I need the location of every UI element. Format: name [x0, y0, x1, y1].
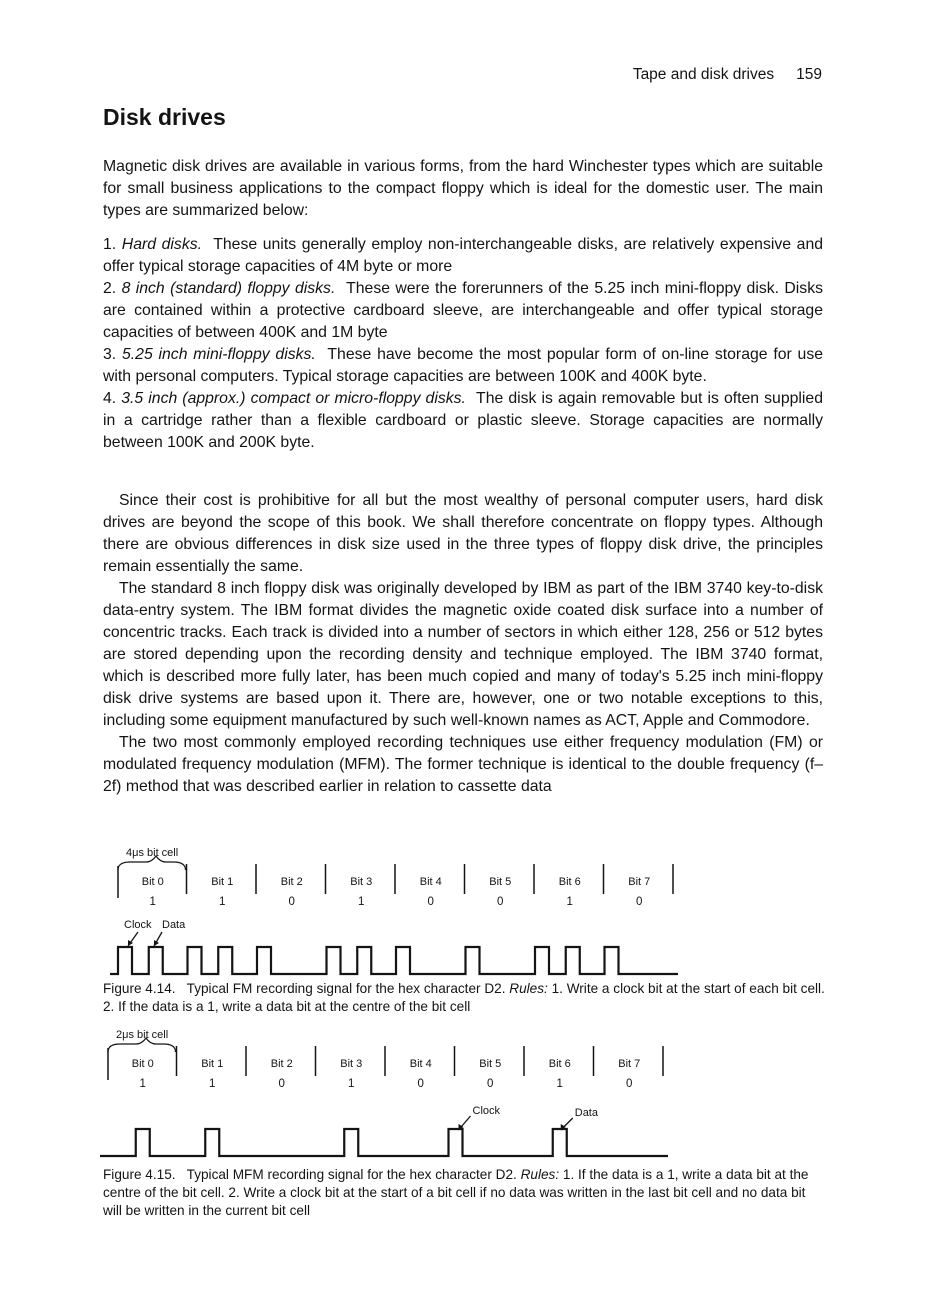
- bit-label: Bit 3: [340, 1058, 363, 1070]
- section-title: Disk drives: [103, 104, 226, 130]
- list-item: [103, 388, 823, 454]
- clock-pulse: [327, 947, 341, 974]
- list-item-number: 4.: [103, 390, 117, 407]
- bit-label: Bit 5: [489, 876, 512, 888]
- caption-rules: 1. If the data is a 1, write a data bit at the centre of the bit cell. 2. Write a clock bit at the start of a bit cell if no data was written in the last bit cell and no data bit will be written in the current bit cell: [103, 1167, 809, 1218]
- figure-4-14-caption: [103, 980, 828, 1016]
- data-pulse: [566, 947, 580, 974]
- bit-value: 1: [209, 1078, 216, 1090]
- running-head: [633, 66, 822, 84]
- bit-value: 0: [288, 896, 295, 908]
- bit-value: 1: [149, 896, 156, 908]
- list-item-text: These have become the most popular form of on-line storage for use with personal computers. Typical storage capacities are between 100K and 400K byte.: [103, 346, 824, 385]
- caption-rules-label: Rules:: [520, 1167, 560, 1182]
- clock-pulse: [118, 947, 132, 974]
- list-item: [103, 278, 823, 344]
- fm-signal-diagram: [100, 842, 840, 977]
- list-item-term: 8 inch (standard) floppy disks.: [121, 280, 336, 297]
- caption-text: Typical FM recording signal for the hex character D2.: [186, 981, 506, 996]
- running-title: Tape and disk drives: [632, 66, 775, 83]
- bit-value: 0: [417, 1078, 424, 1090]
- clock-pulse: [257, 947, 271, 974]
- clock-pulse: [188, 947, 202, 974]
- bit-value: 0: [636, 896, 643, 908]
- data-pulse: [357, 947, 371, 974]
- clock-pulse: [466, 947, 480, 974]
- bit-label: Bit 6: [548, 1058, 571, 1070]
- data-pulse: [344, 1129, 358, 1156]
- bit-value: 0: [487, 1078, 494, 1090]
- clock-pulse: [535, 947, 549, 974]
- bit-value: 0: [427, 896, 434, 908]
- list-item-text: The disk is again removable but is often supplied in a cartridge rather than a flexible cardboard or plastic sleeve. Storage capacities are normally between 100K and 200K byte.: [103, 390, 823, 451]
- intro-text: Magnetic disk drives are available in various forms, from the hard Winchester types which are suitable for small business applications to the compact floppy which is ideal for the domestic user. The main types are summarized below:: [103, 158, 823, 219]
- mfm-signal-diagram: [100, 1024, 840, 1159]
- list-item-term: Hard disks.: [121, 236, 203, 253]
- clock-pulse: [396, 947, 410, 974]
- bit-value: 1: [358, 896, 365, 908]
- bit-value: 0: [497, 896, 504, 908]
- clock-label: Clock: [124, 919, 152, 931]
- bit-label: Bit 1: [211, 876, 234, 888]
- data-label: Data: [574, 1107, 598, 1119]
- figure-4-15: [100, 1024, 840, 1159]
- data-pulse: [136, 1129, 150, 1156]
- data-pulse: [553, 1129, 567, 1156]
- bit-value: 1: [348, 1078, 355, 1090]
- bit-label: Bit 7: [618, 1058, 641, 1070]
- main-text: [103, 490, 823, 798]
- caption-text: Typical MFM recording signal for the hex character D2.: [186, 1167, 517, 1182]
- clock-label: Clock: [472, 1105, 501, 1117]
- list-item: [103, 234, 823, 278]
- bit-label: Bit 4: [409, 1058, 432, 1070]
- list-item-text: These units generally employ non-interchangeable disks, are relatively expensive and offer typical storage capacities of 4M byte or more: [103, 236, 824, 275]
- bit-label: Bit 7: [628, 876, 651, 888]
- bit-label: Bit 0: [131, 1058, 154, 1070]
- bit-label: Bit 1: [201, 1058, 224, 1070]
- bit-label: Bit 3: [350, 876, 373, 888]
- clock-pulse: [605, 947, 619, 974]
- paragraph-2: The standard 8 inch floppy disk was originally developed by IBM as part of the IBM 3740 key-to-disk data-entry system. The IBM format divides the magnetic oxide coated disk surface into a number of concentric tracks. Each track is divided into a number of sectors in which either 128, 256 or 512 bytes are stored depending upon the recording density and technique employed. The IBM 3740 format, which is described more fully later, has been much copied and many of today's 5.25 inch mini-floppy disk drive systems are based upon it. There are, however, one or two notable exceptions to this, including some equipment manufactured by such well-known names as ACT, Apple and Commodore.: [103, 580, 823, 729]
- bit-cell-label: 2μs bit cell: [116, 1029, 169, 1041]
- caption-number: Figure 4.15.: [103, 1167, 176, 1182]
- list-item-term: 5.25 inch mini-floppy disks.: [121, 346, 316, 363]
- paragraph-3: The two most commonly employed recording techniques use either frequency modulation (FM) or modulated frequency modulation (MFM). The former technique is identical to the double frequency (f–2f) method that was described earlier in relation to cassette data: [103, 734, 823, 795]
- data-pulse: [218, 947, 232, 974]
- figure-4-15-caption: [103, 1166, 828, 1220]
- list-item-term: 3.5 inch (approx.) compact or micro-floppy disks.: [121, 390, 466, 407]
- list-item-number: 3.: [103, 346, 117, 363]
- bit-cell-label: 4μs bit cell: [126, 847, 179, 859]
- bit-value: 0: [278, 1078, 285, 1090]
- paragraph-1: Since their cost is prohibitive for all but the most wealthy of personal computer users, hard disk drives are beyond the scope of this book. We shall therefore concentrate on floppy types. Although there are obvious differences in disk size used in the three types of floppy disk drive, the principles remain essentially the same.: [103, 492, 823, 575]
- bit-label: Bit 4: [419, 876, 442, 888]
- mfm-waveform: [100, 1129, 668, 1156]
- data-pulse: [149, 947, 163, 974]
- bit-label: Bit 6: [558, 876, 581, 888]
- list-item-text: These were the forerunners of the 5.25 inch mini-floppy disk. Disks are contained within a protective cardboard sleeve, are interchangeable and offer typical storage capacities of between 400K and 1M byte: [103, 280, 824, 341]
- bit-value: 1: [566, 896, 573, 908]
- disk-types-list: [103, 234, 823, 454]
- data-pulse: [205, 1129, 219, 1156]
- bit-value: 0: [626, 1078, 633, 1090]
- bit-label: Bit 5: [479, 1058, 502, 1070]
- data-label: Data: [162, 919, 186, 931]
- caption-rules-label: Rules:: [509, 981, 548, 996]
- list-item-number: 2.: [103, 280, 117, 297]
- intro-paragraph: [103, 156, 823, 222]
- bit-value: 1: [556, 1078, 563, 1090]
- figure-4-14: [100, 842, 840, 977]
- bit-value: 1: [219, 896, 226, 908]
- bit-label: Bit 0: [141, 876, 164, 888]
- bit-label: Bit 2: [280, 876, 303, 888]
- caption-rules: 1. Write a clock bit at the start of each bit cell. 2. If the data is a 1, write a data bit at the centre of the bit cell: [103, 981, 825, 1014]
- page-number: 159: [796, 66, 822, 83]
- list-item: [103, 344, 823, 388]
- caption-number: Figure 4.14.: [103, 981, 176, 996]
- clock-pulse: [449, 1129, 463, 1156]
- bit-label: Bit 2: [270, 1058, 293, 1070]
- list-item-number: 1.: [103, 236, 117, 253]
- bit-value: 1: [139, 1078, 146, 1090]
